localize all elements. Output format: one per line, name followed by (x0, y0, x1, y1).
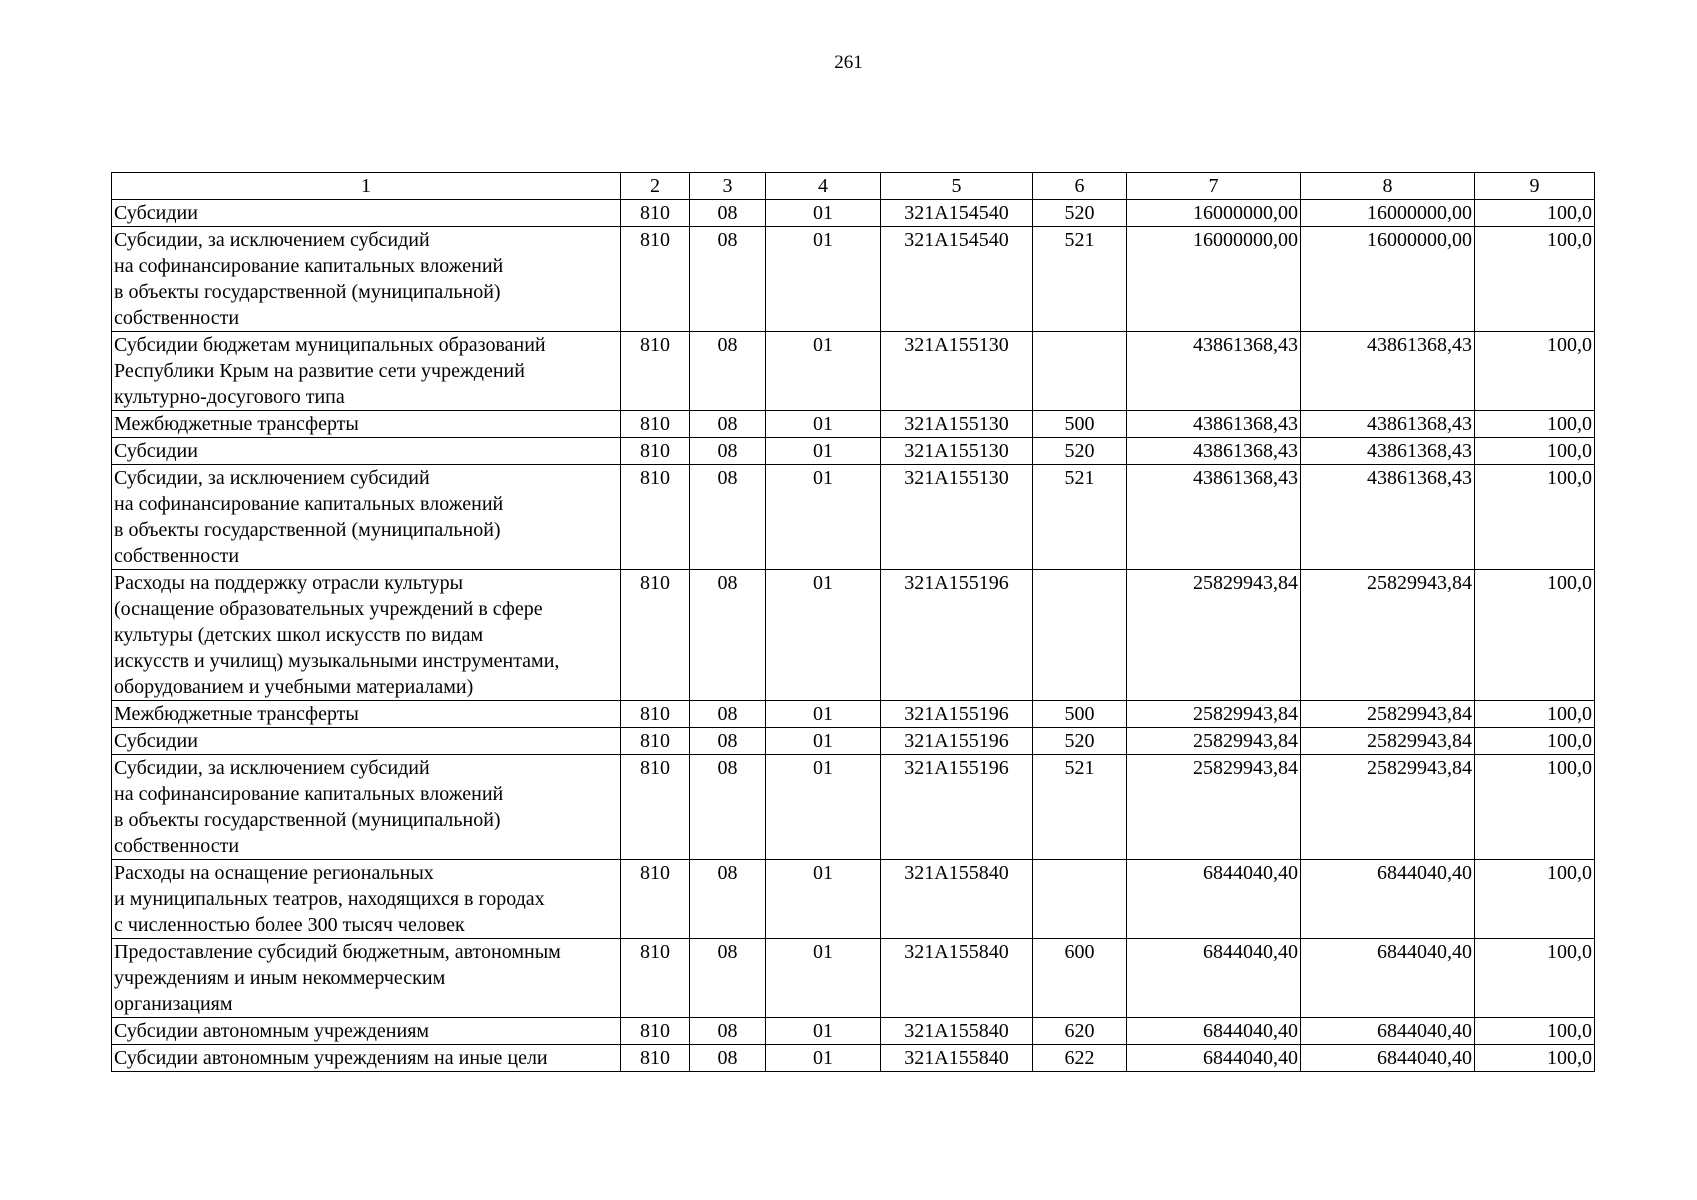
col4-code: 01 (766, 200, 881, 227)
table-row (112, 570, 1595, 701)
col2-code: 810 (621, 860, 690, 939)
col7-amount: 43861368,43 (1127, 332, 1301, 411)
table-row (112, 939, 1595, 1018)
col5-code: 321А154540 (881, 227, 1033, 332)
col2-code: 810 (621, 1018, 690, 1045)
col8-amount: 25829943,84 (1301, 755, 1475, 860)
col4-code: 01 (766, 1045, 881, 1072)
col2-code: 810 (621, 332, 690, 411)
col8-amount: 25829943,84 (1301, 728, 1475, 755)
col7-amount: 25829943,84 (1127, 570, 1301, 701)
col3-code: 08 (690, 200, 766, 227)
col8-amount: 43861368,43 (1301, 411, 1475, 438)
col3-code: 08 (690, 755, 766, 860)
col5-code: 321А155840 (881, 939, 1033, 1018)
col8-amount: 43861368,43 (1301, 465, 1475, 570)
col7-amount: 25829943,84 (1127, 701, 1301, 728)
col3-code: 08 (690, 1018, 766, 1045)
col8-amount: 43861368,43 (1301, 438, 1475, 465)
col5-code: 321А155196 (881, 701, 1033, 728)
col6-code: 521 (1033, 465, 1127, 570)
col9-percent: 100,0 (1475, 1045, 1595, 1072)
row-name: Расходы на оснащение региональных и муниципальных театров, находящихся в городах с численностью более 300 тысяч человек (112, 860, 621, 939)
col4-code: 01 (766, 411, 881, 438)
header-cell: 6 (1033, 173, 1127, 200)
col7-amount: 6844040,40 (1127, 860, 1301, 939)
col4-code: 01 (766, 860, 881, 939)
header-cell: 3 (690, 173, 766, 200)
col2-code: 810 (621, 1045, 690, 1072)
col6-code (1033, 860, 1127, 939)
col2-code: 810 (621, 570, 690, 701)
col5-code: 321А155840 (881, 1045, 1033, 1072)
col5-code: 321А155196 (881, 755, 1033, 860)
col6-code: 520 (1033, 728, 1127, 755)
col2-code: 810 (621, 227, 690, 332)
header-row (112, 173, 1595, 200)
col4-code: 01 (766, 701, 881, 728)
col5-code: 321А155196 (881, 728, 1033, 755)
col2-code: 810 (621, 438, 690, 465)
table-row (112, 411, 1595, 438)
col6-code: 500 (1033, 701, 1127, 728)
table-row (112, 860, 1595, 939)
col8-amount: 6844040,40 (1301, 1045, 1475, 1072)
row-name: Расходы на поддержку отрасли культуры (оснащение образовательных учреждений в сфере культуры (детских школ искусств по видам искусств и училищ) музыкальными инструментами, оборудованием и учебными материалами) (112, 570, 621, 701)
col6-code: 620 (1033, 1018, 1127, 1045)
col4-code: 01 (766, 755, 881, 860)
col3-code: 08 (690, 860, 766, 939)
col5-code: 321А155130 (881, 332, 1033, 411)
col6-code (1033, 570, 1127, 701)
col9-percent: 100,0 (1475, 939, 1595, 1018)
col7-amount: 16000000,00 (1127, 227, 1301, 332)
col9-percent: 100,0 (1475, 332, 1595, 411)
table-row (112, 728, 1595, 755)
col2-code: 810 (621, 728, 690, 755)
col5-code: 321А155130 (881, 411, 1033, 438)
col2-code: 810 (621, 200, 690, 227)
table-row (112, 465, 1595, 570)
row-name: Межбюджетные трансферты (112, 701, 621, 728)
col3-code: 08 (690, 465, 766, 570)
col7-amount: 6844040,40 (1127, 1018, 1301, 1045)
col2-code: 810 (621, 939, 690, 1018)
table-row (112, 755, 1595, 860)
col3-code: 08 (690, 728, 766, 755)
col7-amount: 6844040,40 (1127, 939, 1301, 1018)
row-name: Субсидии, за исключением субсидий на софинансирование капитальных вложений в объекты государственной (муниципальной) собственности (112, 755, 621, 860)
header-cell: 1 (112, 173, 621, 200)
col3-code: 08 (690, 701, 766, 728)
col4-code: 01 (766, 438, 881, 465)
col4-code: 01 (766, 332, 881, 411)
col7-amount: 16000000,00 (1127, 200, 1301, 227)
page-number: 261 (834, 52, 863, 73)
col4-code: 01 (766, 227, 881, 332)
col7-amount: 43861368,43 (1127, 438, 1301, 465)
row-name: Субсидии, за исключением субсидий на софинансирование капитальных вложений в объекты государственной (муниципальной) собственности (112, 227, 621, 332)
table-body (112, 200, 1595, 1072)
table-row (112, 438, 1595, 465)
col7-amount: 25829943,84 (1127, 755, 1301, 860)
col8-amount: 43861368,43 (1301, 332, 1475, 411)
header-cell: 8 (1301, 173, 1475, 200)
col3-code: 08 (690, 570, 766, 701)
header-cell: 5 (881, 173, 1033, 200)
col5-code: 321А154540 (881, 200, 1033, 227)
col9-percent: 100,0 (1475, 728, 1595, 755)
col3-code: 08 (690, 411, 766, 438)
col5-code: 321А155840 (881, 860, 1033, 939)
col5-code: 321А155130 (881, 438, 1033, 465)
budget-table (111, 172, 1595, 1072)
col9-percent: 100,0 (1475, 438, 1595, 465)
col9-percent: 100,0 (1475, 200, 1595, 227)
col7-amount: 43861368,43 (1127, 465, 1301, 570)
col8-amount: 25829943,84 (1301, 701, 1475, 728)
col3-code: 08 (690, 939, 766, 1018)
row-name: Субсидии бюджетам муниципальных образований Республики Крым на развитие сети учреждений культурно-досугового типа (112, 332, 621, 411)
col6-code: 521 (1033, 755, 1127, 860)
col6-code: 600 (1033, 939, 1127, 1018)
table-row (112, 227, 1595, 332)
col3-code: 08 (690, 438, 766, 465)
col8-amount: 16000000,00 (1301, 227, 1475, 332)
col5-code: 321А155196 (881, 570, 1033, 701)
col9-percent: 100,0 (1475, 1018, 1595, 1045)
col8-amount: 6844040,40 (1301, 1018, 1475, 1045)
col7-amount: 43861368,43 (1127, 411, 1301, 438)
header-cell: 9 (1475, 173, 1595, 200)
col3-code: 08 (690, 332, 766, 411)
col6-code: 520 (1033, 200, 1127, 227)
col7-amount: 6844040,40 (1127, 1045, 1301, 1072)
col6-code (1033, 332, 1127, 411)
col6-code: 500 (1033, 411, 1127, 438)
col6-code: 521 (1033, 227, 1127, 332)
col3-code: 08 (690, 1045, 766, 1072)
col9-percent: 100,0 (1475, 755, 1595, 860)
col9-percent: 100,0 (1475, 227, 1595, 332)
row-name: Субсидии, за исключением субсидий на софинансирование капитальных вложений в объекты государственной (муниципальной) собственности (112, 465, 621, 570)
col8-amount: 6844040,40 (1301, 860, 1475, 939)
row-name: Субсидии (112, 728, 621, 755)
col8-amount: 25829943,84 (1301, 570, 1475, 701)
col4-code: 01 (766, 939, 881, 1018)
col7-amount: 25829943,84 (1127, 728, 1301, 755)
row-name: Субсидии автономным учреждениям (112, 1018, 621, 1045)
col6-code: 622 (1033, 1045, 1127, 1072)
col4-code: 01 (766, 465, 881, 570)
row-name: Субсидии (112, 200, 621, 227)
col3-code: 08 (690, 227, 766, 332)
col2-code: 810 (621, 411, 690, 438)
col4-code: 01 (766, 570, 881, 701)
col8-amount: 16000000,00 (1301, 200, 1475, 227)
row-name: Субсидии (112, 438, 621, 465)
table-row (112, 1018, 1595, 1045)
col5-code: 321А155840 (881, 1018, 1033, 1045)
table-row (112, 332, 1595, 411)
header-cell: 4 (766, 173, 881, 200)
table-row (112, 1045, 1595, 1072)
col9-percent: 100,0 (1475, 465, 1595, 570)
header-cell: 7 (1127, 173, 1301, 200)
col4-code: 01 (766, 728, 881, 755)
header-cell: 2 (621, 173, 690, 200)
row-name: Субсидии автономным учреждениям на иные цели (112, 1045, 621, 1072)
table-row (112, 701, 1595, 728)
col9-percent: 100,0 (1475, 860, 1595, 939)
col2-code: 810 (621, 465, 690, 570)
col8-amount: 6844040,40 (1301, 939, 1475, 1018)
col9-percent: 100,0 (1475, 701, 1595, 728)
col2-code: 810 (621, 755, 690, 860)
col5-code: 321А155130 (881, 465, 1033, 570)
col9-percent: 100,0 (1475, 570, 1595, 701)
col9-percent: 100,0 (1475, 411, 1595, 438)
col2-code: 810 (621, 701, 690, 728)
row-name: Межбюджетные трансферты (112, 411, 621, 438)
table-row (112, 200, 1595, 227)
col4-code: 01 (766, 1018, 881, 1045)
col6-code: 520 (1033, 438, 1127, 465)
row-name: Предоставление субсидий бюджетным, автономным учреждениям и иным некоммерческим организациям (112, 939, 621, 1018)
